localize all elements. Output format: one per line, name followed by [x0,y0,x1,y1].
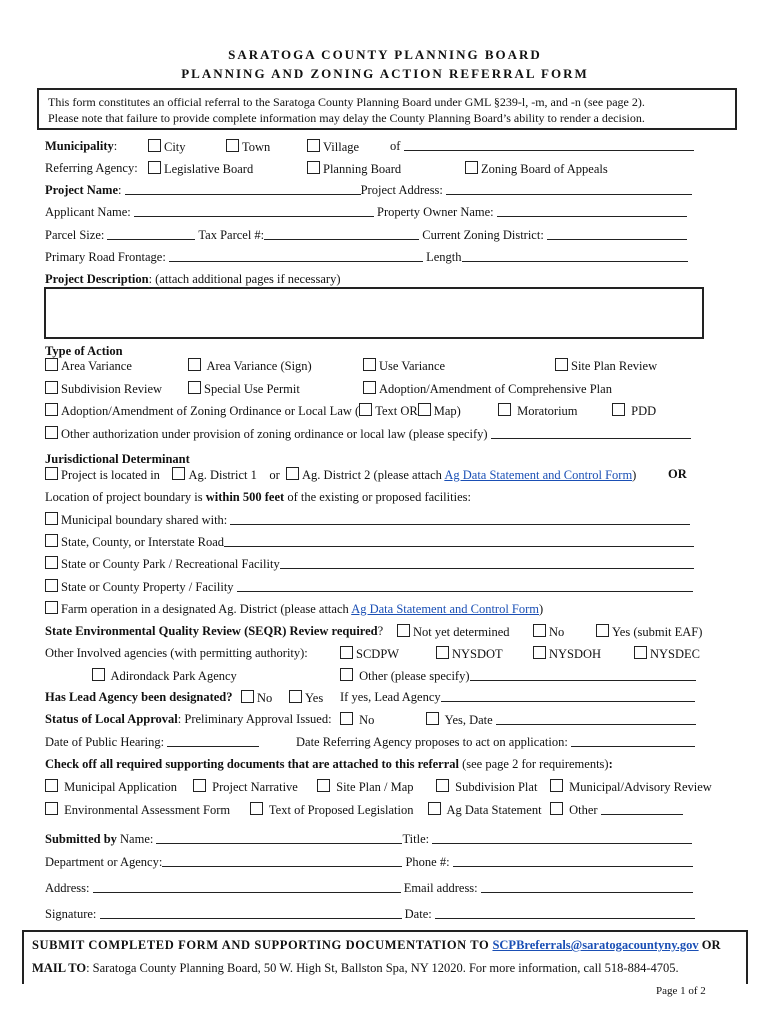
lead-agency-field: If yes, Lead Agency [340,690,695,705]
or-bold: OR [668,467,687,481]
city-checkbox[interactable] [148,139,161,152]
other-agency-option[interactable]: Other (please specify) [340,668,696,684]
town-option[interactable]: Town [226,139,270,155]
doc-env[interactable]: Environmental Assessment Form [45,802,230,818]
lead-yes-option[interactable]: Yes [289,690,323,706]
farm-operation-option[interactable]: Farm operation in a designated Ag. District (please attach Ag Data Statement and Control Form) [45,601,543,617]
location-note: Location of project boundary is within 500 feet of the existing or proposed facilities: [45,490,471,504]
ag-district-2-checkbox[interactable] [286,467,299,480]
doc-subdivision[interactable]: Subdivision Plat [436,779,537,795]
form-title-1: SARATOGA COUNTY PLANNING BOARD [228,47,542,62]
other-agencies-label: Other Involved agencies (with permitting authority): [45,646,308,660]
doc-text[interactable]: Text of Proposed Legislation [250,802,414,818]
tax-parcel-field[interactable] [264,228,419,240]
phone-field[interactable] [453,855,693,867]
mail-line: MAIL TO: Saratoga County Planning Board, 50 W. High St, Ballston Spa, NY 12020. For more information, call 518-884-4705. [32,961,679,975]
scdpw-option[interactable]: SCDPW [340,646,399,662]
seqr-row: State Environmental Quality Review (SEQR) Review required? [45,624,384,638]
ag-district-1-checkbox[interactable] [172,467,185,480]
project-name-field[interactable] [125,183,361,195]
doc-other-field[interactable] [601,803,683,815]
project-address-field[interactable] [446,183,692,195]
form-title-2: PLANNING AND ZONING ACTION REFERRAL FORM [181,66,589,81]
area-variance-sign-option[interactable]: Area Variance (Sign) [188,358,312,374]
submit-email-link[interactable]: SCPBreferrals@saratogacountyny.gov [492,938,699,952]
farm-ag-data-link[interactable]: Ag Data Statement and Control Form [351,602,540,616]
lead-no-option[interactable]: No [241,690,272,706]
nysdec-option[interactable]: NYSDEC [634,646,700,662]
department-row: Department or Agency: Phone #: [45,855,693,870]
municipality-label: Municipality [45,139,114,153]
intro-line-1: This form constitutes an official referral to the Saratoga County Planning Board under GML §239-l, -m, and -n (see page 2). [48,95,645,109]
lead-agency-row: Has Lead Agency been designated? [45,690,233,704]
comp-plan-option[interactable]: Adoption/Amendment of Comprehensive Plan [363,381,612,397]
pdd-option[interactable]: PDD [612,403,656,419]
doc-site-plan[interactable]: Site Plan / Map [317,779,414,795]
other-authorization-field[interactable] [491,427,691,439]
proposes-row: Date Referring Agency proposes to act on application: [296,735,695,750]
seqr-no-option[interactable]: No [533,624,564,640]
nysdot-option[interactable]: NYSDOT [436,646,503,662]
project-description-label: Project Description: (attach additional pages if necessary) [45,272,341,286]
text-checkbox[interactable] [359,403,372,416]
intro-box [37,88,737,130]
submitter-title-field[interactable] [432,832,692,844]
other-agency-field[interactable] [470,669,696,681]
approval-yes-option[interactable]: Yes, Date [426,712,696,728]
approval-date-field[interactable] [496,713,696,725]
department-field[interactable] [162,855,402,867]
town-checkbox[interactable] [226,139,239,152]
area-variance-option[interactable]: Area Variance [45,358,132,374]
village-checkbox[interactable] [307,139,320,152]
municipality-name-field[interactable] [404,139,694,151]
intro-line-2: Please note that failure to provide complete information may delay the County Planning Board’s ability to render a decision. [48,111,645,125]
local-approval-row: Status of Local Approval: Preliminary Approval Issued: [45,712,332,726]
signature-date-field[interactable] [435,907,695,919]
apa-option[interactable]: Adirondack Park Agency [92,668,237,684]
address-row: Address: Email address: [45,881,693,896]
parcel-size-field[interactable] [107,228,195,240]
subdivision-review-option[interactable]: Subdivision Review [45,381,162,397]
municipality-row: Municipality: [45,139,118,153]
approval-no-option[interactable]: No [340,712,374,728]
public-hearing-row: Date of Public Hearing: [45,735,259,750]
type-of-action-heading: Type of Action [45,344,123,358]
state-property-option[interactable]: State or County Property / Facility [45,579,693,595]
applicant-name-field[interactable] [134,205,374,217]
frontage-row: Primary Road Frontage: Length [45,250,688,265]
zoning-district-field[interactable] [547,228,687,240]
village-option[interactable]: Village [307,139,359,155]
doc-municipal-app[interactable]: Municipal Application [45,779,177,795]
documents-heading: Check off all required supporting documents that are attached to this referral (see page 2 for requirements): [45,757,613,771]
email-field[interactable] [481,881,693,893]
park-option[interactable]: State or County Park / Recreational Facility [45,556,694,572]
seqr-not-determined-option[interactable]: Not yet determined [397,624,510,640]
zoning-ordinance-option[interactable]: Adoption/Amendment of Zoning Ordinance or Local Law ( Text OR Map) [45,403,461,419]
moratorium-option[interactable]: Moratorium [498,403,578,419]
doc-ag[interactable]: Ag Data Statement [428,802,542,818]
legislative-option[interactable]: Legislative Board [148,161,253,177]
ag-district-row: Project is located in Ag. District 1 or Ag. District 2 (please attach Ag Data Statement and Control Form) [45,467,636,483]
planning-board-option[interactable]: Planning Board [307,161,401,177]
municipal-boundary-option[interactable]: Municipal boundary shared with: [45,512,690,528]
applicant-row: Applicant Name: Property Owner Name: [45,205,687,220]
proposes-date-field[interactable] [571,735,695,747]
located-in-checkbox[interactable] [45,467,58,480]
address-field[interactable] [93,881,401,893]
zba-option[interactable]: Zoning Board of Appeals [465,161,608,177]
submit-line: SUBMIT COMPLETED FORM AND SUPPORTING DOCUMENTATION TO SCPBreferrals@saratogacountyny.gov OR [32,938,721,952]
parcel-row: Parcel Size: Tax Parcel #: Current Zoning District: [45,228,687,243]
jurisdictional-heading: Jurisdictional Determinant [45,452,190,466]
legislative-checkbox[interactable] [148,161,161,174]
map-checkbox[interactable] [418,403,431,416]
use-variance-option[interactable]: Use Variance [363,358,445,374]
zba-checkbox[interactable] [465,161,478,174]
submitter-name-field[interactable] [156,832,402,844]
site-plan-review-option[interactable]: Site Plan Review [555,358,657,374]
doc-other[interactable]: Other [550,802,683,818]
seqr-yes-option[interactable]: Yes (submit EAF) [596,624,702,640]
project-description-field[interactable] [44,287,704,339]
special-use-option[interactable]: Special Use Permit [188,381,300,397]
city-option[interactable]: City [148,139,186,155]
public-hearing-date-field[interactable] [167,735,259,747]
planning-board-checkbox[interactable] [307,161,320,174]
municipality-of: of [390,139,694,154]
road-frontage-field[interactable] [169,250,423,262]
submitted-name-row: Submitted by Name: Title: [45,832,692,847]
doc-narrative[interactable]: Project Narrative [193,779,298,795]
ag-data-statement-link[interactable]: Ag Data Statement and Control Form [444,468,633,482]
referring-agency-label: Referring Agency: [45,161,138,175]
page-number: Page 1 of 2 [656,985,706,997]
nysdoh-option[interactable]: NYSDOH [533,646,601,662]
state-road-option[interactable]: State, County, or Interstate Road [45,534,694,550]
owner-name-field[interactable] [497,205,687,217]
signature-row: Signature: Date: [45,907,695,922]
doc-advisory[interactable]: Municipal/Advisory Review [550,779,712,795]
signature-field[interactable] [100,907,402,919]
other-authorization-option[interactable]: Other authorization under provision of zoning ordinance or local law (please specify) [45,426,691,442]
length-field[interactable] [462,250,688,262]
project-name-row: Project Name: Project Address: [45,183,692,198]
